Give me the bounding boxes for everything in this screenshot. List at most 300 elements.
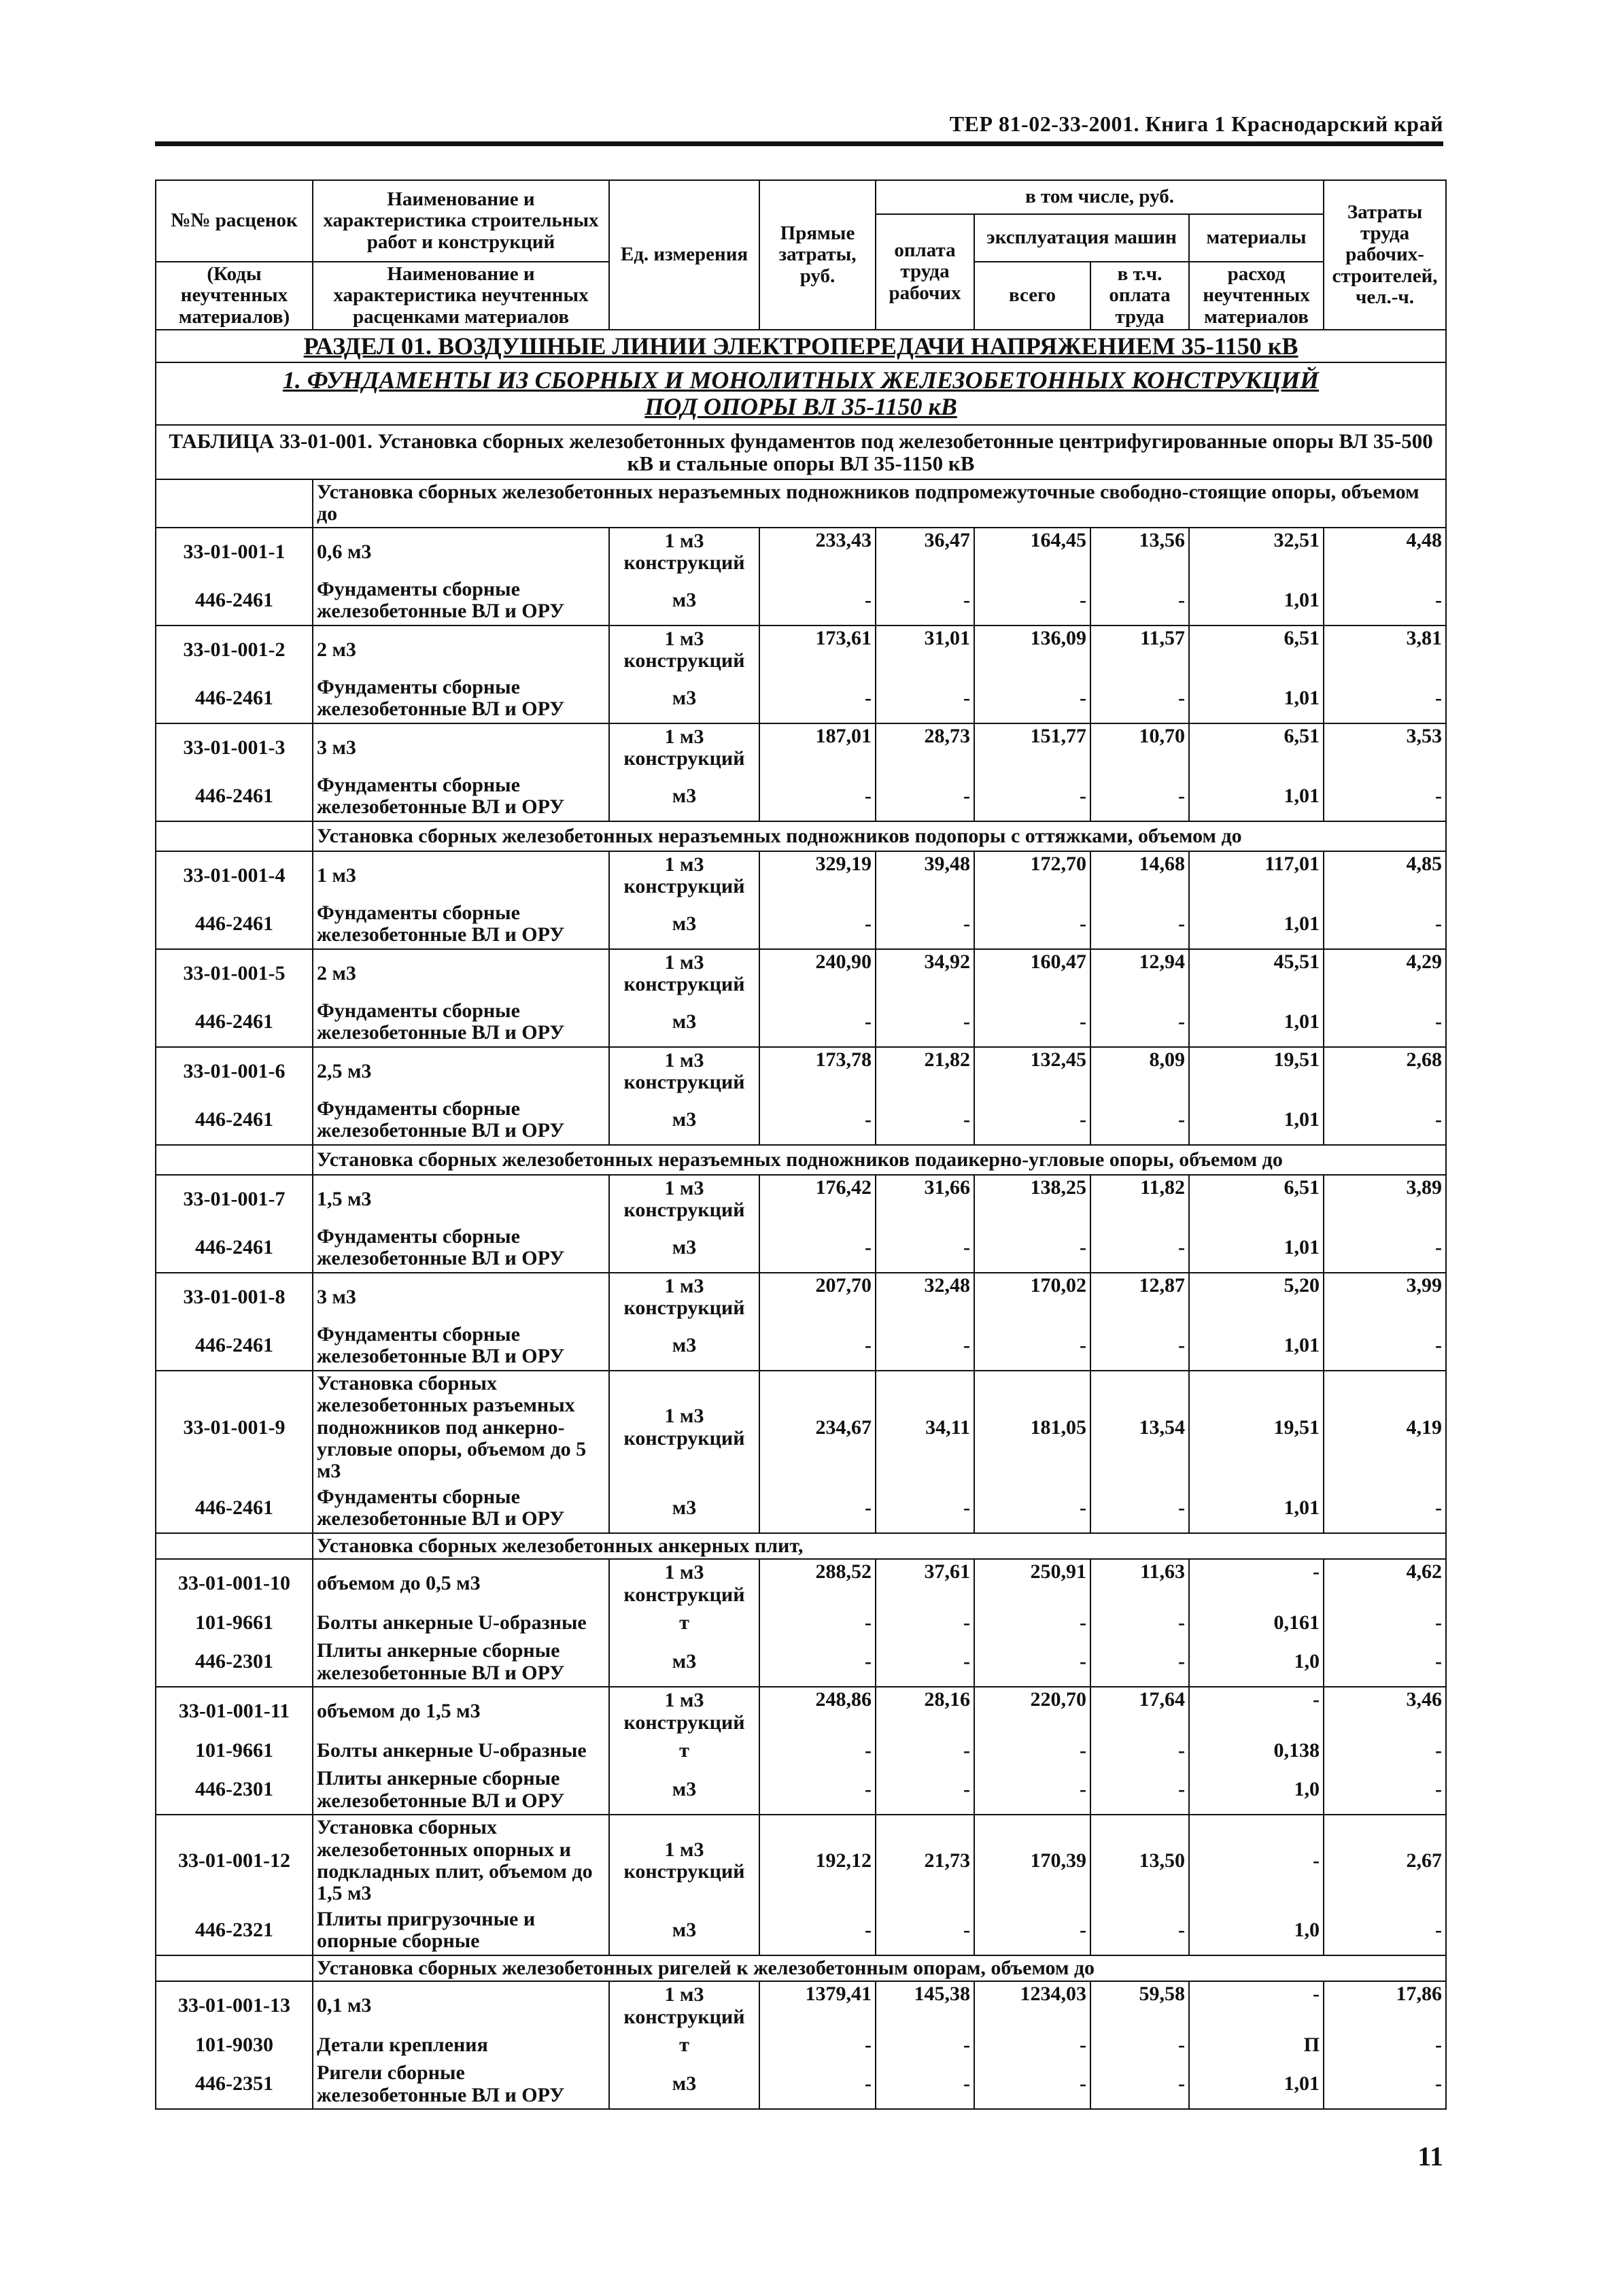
rate-direct: 187,01	[759, 723, 876, 772]
rate-machine-total: 164,45	[974, 528, 1090, 577]
material-machine-total: -	[974, 998, 1090, 1047]
rate-materials: -	[1189, 1981, 1324, 2030]
material-wage: -	[876, 1906, 974, 1955]
material-code: 446-2321	[156, 1906, 313, 1955]
rate-unit: 1 м3 конструкций	[609, 1371, 759, 1484]
rate-code: 33-01-001-3	[156, 723, 313, 772]
col-name-top: Наименование и характеристика строительных работ и конструкций	[313, 180, 609, 262]
rates-table	[155, 179, 1447, 2110]
rate-labor: 4,48	[1324, 528, 1446, 577]
table-caption-row	[156, 425, 1446, 479]
material-code: 446-2351	[156, 2060, 313, 2109]
rate-unit: 1 м3 конструкций	[609, 626, 759, 674]
subhead-blank	[156, 1145, 313, 1175]
material-unit: м3	[609, 1096, 759, 1145]
rate-wage: 36,47	[876, 528, 974, 577]
material-direct: -	[759, 900, 876, 949]
material-row	[156, 772, 1446, 821]
material-name: Фундаменты сборные железобетонные ВЛ и ОРУ	[313, 1322, 609, 1371]
rate-name: 2 м3	[313, 626, 609, 674]
material-labor: -	[1324, 1224, 1446, 1273]
material-qty: 1,01	[1189, 900, 1324, 949]
rate-wage: 32,48	[876, 1273, 974, 1322]
rate-name: 0,6 м3	[313, 528, 609, 577]
rate-machine-wage: 17,64	[1090, 1687, 1189, 1736]
table-row	[156, 626, 1446, 674]
material-machine-wage: -	[1090, 1322, 1189, 1371]
rate-labor: 2,68	[1324, 1047, 1446, 1096]
material-wage: -	[876, 998, 974, 1047]
material-wage: -	[876, 1766, 974, 1815]
rate-machine-total: 1234,03	[974, 1981, 1090, 2030]
material-labor: -	[1324, 577, 1446, 626]
rate-materials: 5,20	[1189, 1273, 1324, 1322]
material-machine-total: -	[974, 577, 1090, 626]
material-unit: м3	[609, 900, 759, 949]
rate-name: Установка сборных железобетонных разъемных подножников под анкерно-угловые опоры, объемом до 5 м3	[313, 1371, 609, 1484]
material-qty: 1,01	[1189, 772, 1324, 821]
material-direct: -	[759, 674, 876, 723]
rate-direct: 1379,41	[759, 1981, 876, 2030]
material-qty: 1,0	[1189, 1766, 1324, 1815]
rate-wage: 39,48	[876, 851, 974, 900]
material-qty: 1,01	[1189, 2060, 1324, 2109]
col-materials-bottom: расход неучтенных материалов	[1189, 262, 1324, 330]
section-title: РАЗДЕЛ 01. ВОЗДУШНЫЕ ЛИНИИ ЭЛЕКТРОПЕРЕДАЧИ НАПРЯЖЕНИЕМ 35-1150 кВ	[156, 330, 1446, 362]
material-name: Фундаменты сборные железобетонные ВЛ и ОРУ	[313, 998, 609, 1047]
material-row	[156, 1736, 1446, 1766]
material-unit: м3	[609, 1906, 759, 1955]
rate-materials: -	[1189, 1815, 1324, 1906]
material-labor: -	[1324, 1736, 1446, 1766]
rate-wage: 28,16	[876, 1687, 974, 1736]
material-qty: 0,138	[1189, 1736, 1324, 1766]
rate-machine-total: 181,05	[974, 1371, 1090, 1484]
subsection-row	[156, 362, 1446, 425]
material-unit: м3	[609, 1224, 759, 1273]
rate-code: 33-01-001-4	[156, 851, 313, 900]
material-row	[156, 1224, 1446, 1273]
material-wage: -	[876, 1096, 974, 1145]
rate-machine-wage: 11,57	[1090, 626, 1189, 674]
material-machine-wage: -	[1090, 577, 1189, 626]
material-qty: 1,01	[1189, 1484, 1324, 1533]
table-row	[156, 723, 1446, 772]
material-wage: -	[876, 772, 974, 821]
rate-machine-total: 172,70	[974, 851, 1090, 900]
material-wage: -	[876, 1322, 974, 1371]
material-wage: -	[876, 1224, 974, 1273]
rate-direct: 176,42	[759, 1175, 876, 1224]
material-name: Болты анкерные U-образные	[313, 1608, 609, 1638]
material-code: 446-2461	[156, 674, 313, 723]
rate-direct: 207,70	[759, 1273, 876, 1322]
material-qty: 0,161	[1189, 1608, 1324, 1638]
col-unit: Ед. измерения	[609, 180, 759, 330]
table-row	[156, 1815, 1446, 1906]
material-unit: м3	[609, 1766, 759, 1815]
col-wage: оплата труда рабочих	[876, 214, 974, 330]
material-name: Фундаменты сборные железобетонные ВЛ и ОРУ	[313, 772, 609, 821]
material-code: 101-9030	[156, 2030, 313, 2060]
table-row	[156, 1559, 1446, 1608]
material-machine-total: -	[974, 1608, 1090, 1638]
material-unit: т	[609, 2030, 759, 2060]
rate-machine-wage: 12,87	[1090, 1273, 1189, 1322]
rate-unit: 1 м3 конструкций	[609, 1047, 759, 1096]
material-direct: -	[759, 1608, 876, 1638]
material-unit: м3	[609, 1322, 759, 1371]
rate-machine-total: 220,70	[974, 1687, 1090, 1736]
rate-labor: 3,89	[1324, 1175, 1446, 1224]
col-code-top: №№ расценок	[156, 180, 313, 262]
header-row-1	[156, 180, 1446, 214]
material-row	[156, 674, 1446, 723]
rate-name: 0,1 м3	[313, 1981, 609, 2030]
material-wage: -	[876, 674, 974, 723]
material-name: Фундаменты сборные железобетонные ВЛ и ОРУ	[313, 1096, 609, 1145]
material-machine-total: -	[974, 1736, 1090, 1766]
rate-materials: 6,51	[1189, 626, 1324, 674]
rate-direct: 248,86	[759, 1687, 876, 1736]
material-code: 446-2461	[156, 577, 313, 626]
rate-materials: -	[1189, 1687, 1324, 1736]
material-name: Фундаменты сборные железобетонные ВЛ и ОРУ	[313, 1224, 609, 1273]
header-rule	[155, 141, 1443, 146]
material-name: Фундаменты сборные железобетонные ВЛ и ОРУ	[313, 577, 609, 626]
rate-materials: 117,01	[1189, 851, 1324, 900]
material-row	[156, 2060, 1446, 2109]
material-labor: -	[1324, 2060, 1446, 2109]
material-unit: м3	[609, 577, 759, 626]
rate-unit: 1 м3 конструкций	[609, 1815, 759, 1906]
material-labor: -	[1324, 1766, 1446, 1815]
material-row	[156, 2030, 1446, 2060]
table-row	[156, 1371, 1446, 1484]
rate-unit: 1 м3 конструкций	[609, 1981, 759, 2030]
material-direct: -	[759, 1736, 876, 1766]
material-unit: м3	[609, 772, 759, 821]
document-header: ТЕР 81-02-33-2001. Книга 1 Краснодарский край	[949, 112, 1443, 136]
col-incl: в том числе, руб.	[876, 180, 1324, 214]
subhead-text: Установка сборных железобетонных неразъемных подножников подопоры с оттяжками, объемом до	[313, 821, 1446, 851]
material-row	[156, 998, 1446, 1047]
material-code: 446-2461	[156, 1224, 313, 1273]
subhead-row	[156, 1145, 1446, 1175]
rate-machine-wage: 12,94	[1090, 949, 1189, 998]
rate-name: 3 м3	[313, 723, 609, 772]
rate-machine-wage: 59,58	[1090, 1981, 1189, 2030]
material-direct: -	[759, 998, 876, 1047]
rate-direct: 288,52	[759, 1559, 876, 1608]
material-unit: м3	[609, 1638, 759, 1687]
material-code: 446-2461	[156, 1096, 313, 1145]
material-machine-total: -	[974, 1224, 1090, 1273]
material-labor: -	[1324, 772, 1446, 821]
rate-machine-total: 132,45	[974, 1047, 1090, 1096]
rate-wage: 34,11	[876, 1371, 974, 1484]
rate-name: 2 м3	[313, 949, 609, 998]
rate-machine-total: 170,39	[974, 1815, 1090, 1906]
material-direct: -	[759, 2060, 876, 2109]
material-labor: -	[1324, 674, 1446, 723]
rate-unit: 1 м3 конструкций	[609, 949, 759, 998]
material-code: 446-2461	[156, 772, 313, 821]
subsection-line-1: 1. ФУНДАМЕНТЫ ИЗ СБОРНЫХ И МОНОЛИТНЫХ ЖЕЛЕЗОБЕТОННЫХ КОНСТРУКЦИЙ	[282, 366, 1320, 394]
rate-machine-total: 250,91	[974, 1559, 1090, 1608]
material-machine-total: -	[974, 2030, 1090, 2060]
rate-labor: 4,62	[1324, 1559, 1446, 1608]
material-unit: м3	[609, 674, 759, 723]
rate-code: 33-01-001-10	[156, 1559, 313, 1608]
rate-unit: 1 м3 конструкций	[609, 1273, 759, 1322]
material-direct: -	[759, 1484, 876, 1533]
rate-direct: 233,43	[759, 528, 876, 577]
material-row	[156, 1608, 1446, 1638]
rate-wage: 21,82	[876, 1047, 974, 1096]
material-machine-wage: -	[1090, 900, 1189, 949]
rate-code: 33-01-001-2	[156, 626, 313, 674]
rate-code: 33-01-001-8	[156, 1273, 313, 1322]
col-machine: эксплуатация машин	[974, 214, 1189, 262]
material-code: 446-2461	[156, 900, 313, 949]
rate-name: 1 м3	[313, 851, 609, 900]
material-qty: 1,01	[1189, 998, 1324, 1047]
subhead-row	[156, 1955, 1446, 1981]
material-code: 101-9661	[156, 1736, 313, 1766]
rate-unit: 1 м3 конструкций	[609, 528, 759, 577]
rate-wage: 31,66	[876, 1175, 974, 1224]
rate-machine-wage: 13,56	[1090, 528, 1189, 577]
material-name: Фундаменты сборные железобетонные ВЛ и ОРУ	[313, 674, 609, 723]
rate-labor: 4,85	[1324, 851, 1446, 900]
material-row	[156, 1322, 1446, 1371]
material-labor: -	[1324, 1322, 1446, 1371]
material-name: Ригели сборные железобетонные ВЛ и ОРУ	[313, 2060, 609, 2109]
material-wage: -	[876, 2030, 974, 2060]
material-qty: 1,01	[1189, 1322, 1324, 1371]
table-row	[156, 1047, 1446, 1096]
material-machine-wage: -	[1090, 1224, 1189, 1273]
table-row	[156, 1687, 1446, 1736]
material-wage: -	[876, 2060, 974, 2109]
material-qty: 1,01	[1189, 674, 1324, 723]
rate-labor: 3,46	[1324, 1687, 1446, 1736]
material-unit: м3	[609, 998, 759, 1047]
rate-direct: 173,61	[759, 626, 876, 674]
rate-labor: 3,53	[1324, 723, 1446, 772]
material-qty: 1,0	[1189, 1906, 1324, 1955]
material-direct: -	[759, 1906, 876, 1955]
rate-wage: 31,01	[876, 626, 974, 674]
material-direct: -	[759, 1638, 876, 1687]
col-machine-wage: в т.ч. оплата труда	[1090, 262, 1189, 330]
rate-wage: 28,73	[876, 723, 974, 772]
material-code: 446-2461	[156, 998, 313, 1047]
rate-labor: 4,19	[1324, 1371, 1446, 1484]
material-labor: -	[1324, 2030, 1446, 2060]
material-wage: -	[876, 1638, 974, 1687]
rate-name: 1,5 м3	[313, 1175, 609, 1224]
rate-code: 33-01-001-1	[156, 528, 313, 577]
material-machine-wage: -	[1090, 674, 1189, 723]
rate-machine-wage: 8,09	[1090, 1047, 1189, 1096]
rate-unit: 1 м3 конструкций	[609, 1687, 759, 1736]
page-number: 11	[1417, 2141, 1443, 2172]
rate-wage: 34,92	[876, 949, 974, 998]
rate-machine-total: 160,47	[974, 949, 1090, 998]
material-qty: 1,0	[1189, 1638, 1324, 1687]
table-row	[156, 1273, 1446, 1322]
subhead-blank	[156, 821, 313, 851]
material-wage: -	[876, 1608, 974, 1638]
material-machine-total: -	[974, 772, 1090, 821]
material-row	[156, 577, 1446, 626]
subhead-row	[156, 821, 1446, 851]
rate-unit: 1 м3 конструкций	[609, 1175, 759, 1224]
material-machine-total: -	[974, 1484, 1090, 1533]
rate-wage: 37,61	[876, 1559, 974, 1608]
rate-materials: 19,51	[1189, 1371, 1324, 1484]
rate-name: 2,5 м3	[313, 1047, 609, 1096]
rate-unit: 1 м3 конструкций	[609, 851, 759, 900]
material-code: 446-2461	[156, 1322, 313, 1371]
material-qty: 1,01	[1189, 1096, 1324, 1145]
material-direct: -	[759, 1766, 876, 1815]
material-machine-wage: -	[1090, 1484, 1189, 1533]
rate-direct: 173,78	[759, 1047, 876, 1096]
rate-code: 33-01-001-12	[156, 1815, 313, 1906]
material-machine-total: -	[974, 1096, 1090, 1145]
rate-name: объемом до 1,5 м3	[313, 1687, 609, 1736]
material-machine-wage: -	[1090, 998, 1189, 1047]
material-wage: -	[876, 1484, 974, 1533]
material-name: Плиты пригрузочные и опорные сборные	[313, 1906, 609, 1955]
material-labor: -	[1324, 1608, 1446, 1638]
col-direct: Прямые затраты, руб.	[759, 180, 876, 330]
col-machine-total: всего	[974, 262, 1090, 330]
material-labor: -	[1324, 1906, 1446, 1955]
subhead-blank	[156, 1533, 313, 1559]
material-machine-total: -	[974, 1906, 1090, 1955]
table-caption: ТАБЛИЦА 33-01-001. Установка сборных железобетонных фундаментов под железобетонные центрифугированные опоры ВЛ 35-500 кВ и стальные опоры ВЛ 35-1150 кВ	[156, 425, 1446, 479]
subsection-title	[156, 362, 1446, 425]
material-code: 446-2301	[156, 1638, 313, 1687]
material-name: Фундаменты сборные железобетонные ВЛ и ОРУ	[313, 900, 609, 949]
rate-materials: 45,51	[1189, 949, 1324, 998]
material-direct: -	[759, 1322, 876, 1371]
rate-code: 33-01-001-11	[156, 1687, 313, 1736]
rate-machine-total: 151,77	[974, 723, 1090, 772]
material-direct: -	[759, 772, 876, 821]
material-machine-wage: -	[1090, 1766, 1189, 1815]
subsection-line-2: ПОД ОПОРЫ ВЛ 35-1150 кВ	[644, 393, 957, 420]
rate-direct: 240,90	[759, 949, 876, 998]
table-row	[156, 851, 1446, 900]
rate-unit: 1 м3 конструкций	[609, 723, 759, 772]
subhead-text: Установка сборных железобетонных неразъемных подножников подаикерно-угловые опоры, объемом до	[313, 1145, 1446, 1175]
rate-name: 3 м3	[313, 1273, 609, 1322]
material-name: Болты анкерные U-образные	[313, 1736, 609, 1766]
material-machine-wage: -	[1090, 772, 1189, 821]
material-qty: 1,01	[1189, 577, 1324, 626]
material-machine-total: -	[974, 900, 1090, 949]
rate-direct: 192,12	[759, 1815, 876, 1906]
subhead-text: Установка сборных железобетонных анкерных плит,	[313, 1533, 1446, 1559]
material-row	[156, 1484, 1446, 1533]
material-row	[156, 1906, 1446, 1955]
material-qty: 1,01	[1189, 1224, 1324, 1273]
col-code-bottom: (Коды неучтенных материалов)	[156, 262, 313, 330]
material-machine-total: -	[974, 1322, 1090, 1371]
rate-code: 33-01-001-6	[156, 1047, 313, 1096]
subhead-blank	[156, 1955, 313, 1981]
section-row	[156, 330, 1446, 362]
material-name: Фундаменты сборные железобетонные ВЛ и ОРУ	[313, 1484, 609, 1533]
material-labor: -	[1324, 1638, 1446, 1687]
material-wage: -	[876, 1736, 974, 1766]
material-labor: -	[1324, 998, 1446, 1047]
rate-machine-wage: 13,54	[1090, 1371, 1189, 1484]
rate-materials: -	[1189, 1559, 1324, 1608]
rate-machine-total: 138,25	[974, 1175, 1090, 1224]
rate-unit: 1 м3 конструкций	[609, 1559, 759, 1608]
col-labor: Затраты труда рабочих-строителей, чел.-ч.	[1324, 180, 1446, 330]
material-machine-wage: -	[1090, 1096, 1189, 1145]
material-code: 101-9661	[156, 1608, 313, 1638]
rate-wage: 145,38	[876, 1981, 974, 2030]
material-direct: -	[759, 1096, 876, 1145]
material-row	[156, 1096, 1446, 1145]
rate-wage: 21,73	[876, 1815, 974, 1906]
material-machine-wage: -	[1090, 2060, 1189, 2109]
rate-name: объемом до 0,5 м3	[313, 1559, 609, 1608]
col-name-bottom: Наименование и характеристика неучтенных расценками материалов	[313, 262, 609, 330]
table-row	[156, 528, 1446, 577]
rate-machine-total: 136,09	[974, 626, 1090, 674]
material-unit: т	[609, 1608, 759, 1638]
rate-machine-total: 170,02	[974, 1273, 1090, 1322]
material-unit: т	[609, 1736, 759, 1766]
rate-materials: 6,51	[1189, 723, 1324, 772]
rate-labor: 4,29	[1324, 949, 1446, 998]
material-labor: -	[1324, 1484, 1446, 1533]
material-labor: -	[1324, 1096, 1446, 1145]
material-direct: -	[759, 2030, 876, 2060]
subhead-text: Установка сборных железобетонных ригелей к железобетонным опорам, объемом до	[313, 1955, 1446, 1981]
rate-machine-wage: 14,68	[1090, 851, 1189, 900]
rate-direct: 234,67	[759, 1371, 876, 1484]
material-direct: -	[759, 577, 876, 626]
material-unit: м3	[609, 1484, 759, 1533]
table-row	[156, 1981, 1446, 2030]
rate-machine-wage: 13,50	[1090, 1815, 1189, 1906]
rate-labor: 3,81	[1324, 626, 1446, 674]
material-direct: -	[759, 1224, 876, 1273]
rate-machine-wage: 11,82	[1090, 1175, 1189, 1224]
subhead-blank	[156, 479, 313, 528]
material-machine-wage: -	[1090, 1906, 1189, 1955]
material-wage: -	[876, 577, 974, 626]
rate-labor: 3,99	[1324, 1273, 1446, 1322]
material-machine-wage: -	[1090, 1638, 1189, 1687]
material-row	[156, 1766, 1446, 1815]
rate-materials: 19,51	[1189, 1047, 1324, 1096]
rate-labor: 2,67	[1324, 1815, 1446, 1906]
subhead-row	[156, 1533, 1446, 1559]
material-machine-total: -	[974, 1638, 1090, 1687]
rate-code: 33-01-001-9	[156, 1371, 313, 1484]
